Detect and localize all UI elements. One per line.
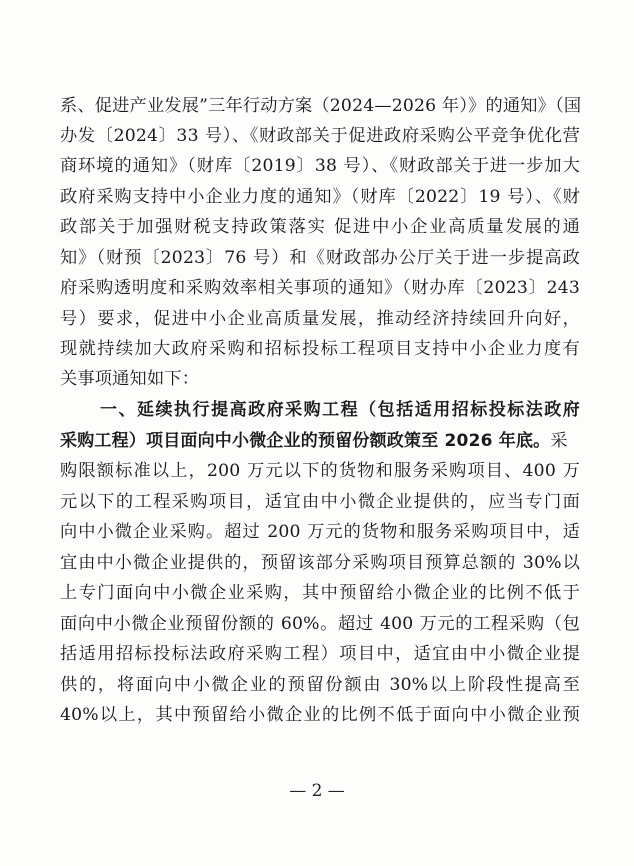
text-line: 现就持续加大政府采购和招标投标工程项目支持中小企业力度有 (60, 339, 580, 359)
section-heading-line (60, 426, 580, 456)
text-line: 知》（财预〔2023〕76 号）和《财政部办公厅关于进一步提高政 (60, 248, 580, 268)
text-line: 40%以上，其中预留给小微企业的比例不低于面向中小微企业预 (60, 705, 580, 725)
text-line: 上专门面向中小微企业采购，其中预留给小微企业的比例不低于 (60, 583, 580, 603)
text-line: 元以下的工程采购项目，适宜由中小微企业提供的，应当专门面 (60, 492, 580, 512)
text-line: 府采购透明度和采购效率相关事项的通知》（财办库〔2023〕243 (60, 278, 580, 298)
text-line: 括适用招标投标法政府采购工程）项目中，适宜由中小微企业提 (60, 644, 580, 664)
section-heading-line (100, 395, 580, 425)
text-line: 政部关于加强财税支持政策落实 促进中小企业高质量发展的通 (60, 217, 580, 237)
text-line: 办发〔2024〕33 号）、《财政部关于促进政府采购公平竞争优化营 (60, 126, 580, 146)
page-number: — 2 — (289, 781, 345, 801)
text-line: 购限额标准以上，200 万元以下的货物和服务采购项目、400 万 (60, 461, 580, 481)
section-heading: 采购工程）项目面向中小微企业的预留份额政策至 2026 年底。 (60, 431, 551, 451)
body-text: 采 (550, 431, 568, 451)
text-line: 关事项通知如下： (60, 369, 200, 389)
section-heading: 一、延续执行提高政府采购工程（包括适用招标投标法政府 (100, 400, 580, 420)
text-line: 号）要求，促进中小企业高质量发展，推动经济持续回升向好， (60, 309, 580, 329)
text-line: 宜由中小微企业提供的，预留该部分采购项目预算总额的 30%以 (60, 553, 580, 573)
text-line: 供的，将面向中小微企业的预留份额由 30%以上阶段性提高至 (60, 675, 580, 695)
text-line: 系、促进产业发展”三年行动方案（2024—2026 年）》的通知》（国 (60, 96, 582, 116)
text-line: 向中小微企业采购。超过 200 万元的货物和服务采购项目中，适 (60, 522, 580, 542)
text-line: 商环境的通知》（财库〔2019〕38 号）、《财政部关于进一步加大 (60, 156, 580, 176)
text-line: 政府采购支持中小企业力度的通知》（财库〔2022〕19 号）、《财 (60, 187, 580, 207)
text-line: 面向中小微企业预留份额的 60%。超过 400 万元的工程采购（包 (60, 614, 580, 634)
